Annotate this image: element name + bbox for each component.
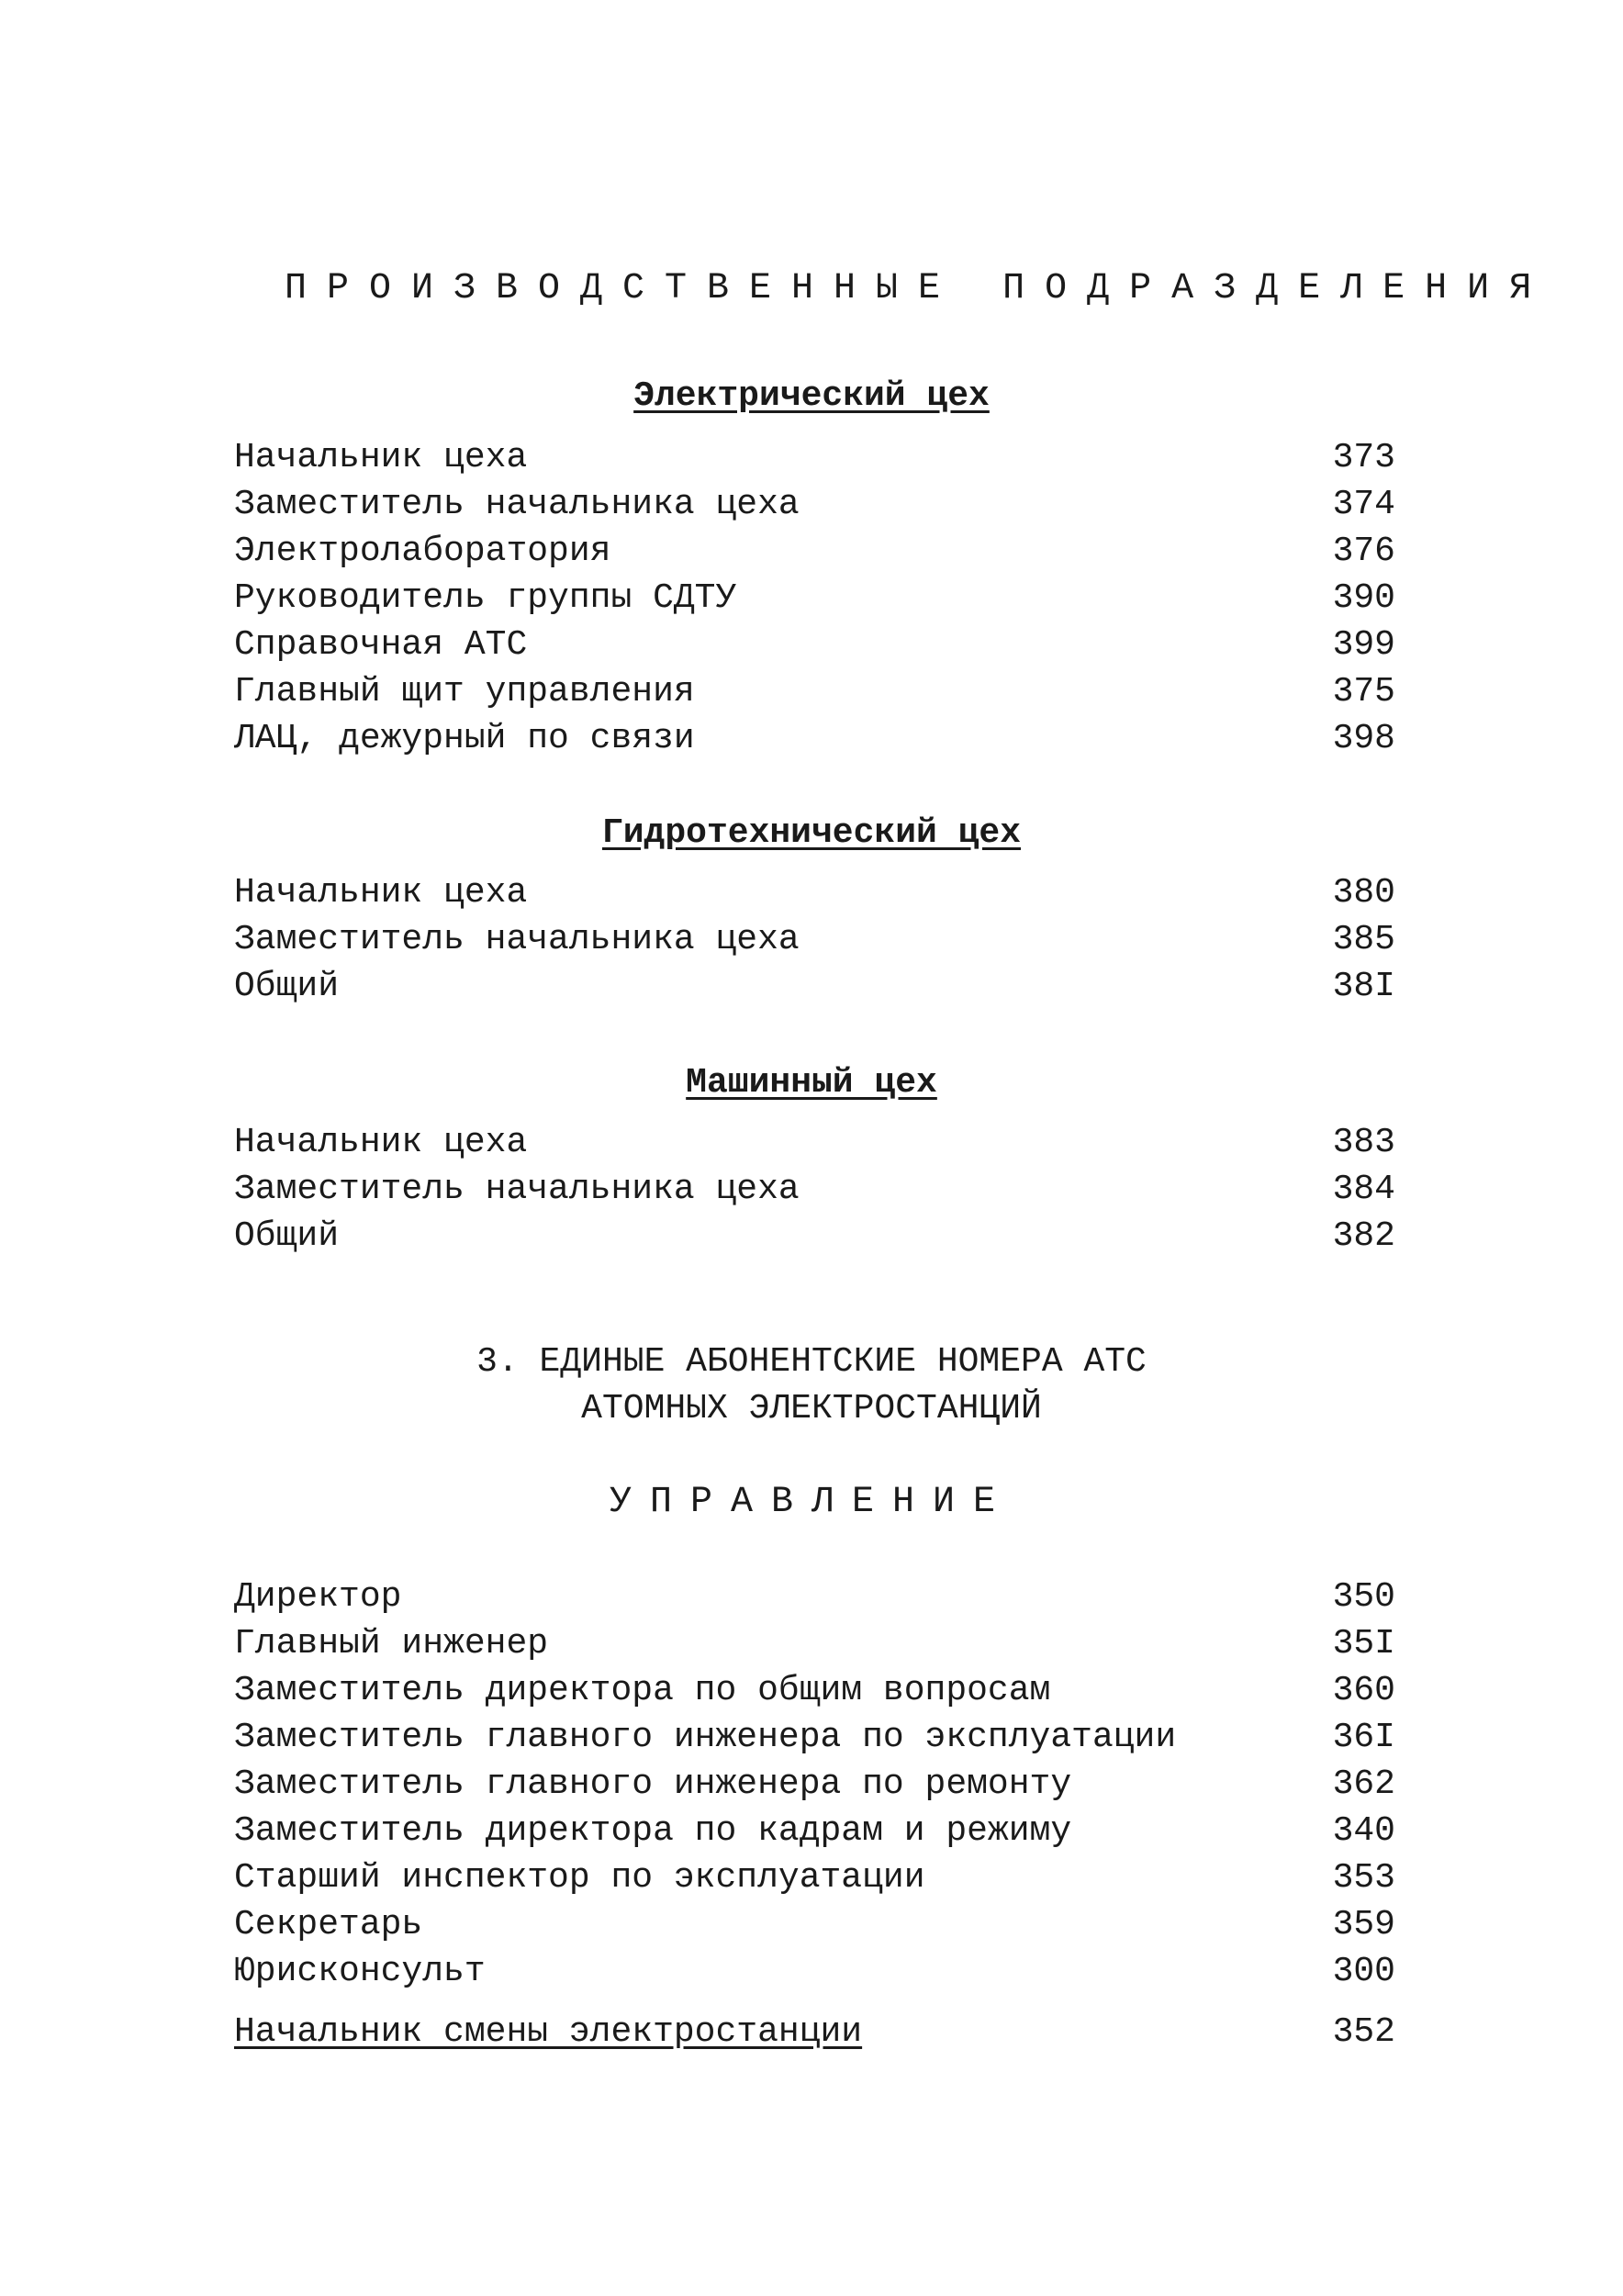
list-item-number: 384 bbox=[1332, 1170, 1395, 1209]
part3-subtitle: УПРАВЛЕНИЕ bbox=[609, 1482, 1014, 1523]
list-item-label: Секретарь bbox=[234, 1905, 423, 1944]
list-item bbox=[234, 1621, 1395, 1667]
list-item bbox=[234, 1574, 1395, 1620]
list-item-number: 340 bbox=[1332, 1811, 1395, 1851]
list-item-label: Начальник цеха bbox=[234, 873, 528, 913]
section-heading-hydro: Гидротехнический цех bbox=[601, 813, 1022, 853]
list-item-label: Заместитель главного инженера по ремонту bbox=[234, 1764, 1072, 1804]
list-item-label: Главный инженер bbox=[234, 1624, 549, 1663]
list-item-label: Юрисконсульт bbox=[234, 1952, 486, 1991]
list-item bbox=[234, 1120, 1395, 1166]
list-item bbox=[234, 716, 1395, 762]
list-item-number: 374 bbox=[1332, 485, 1395, 524]
list-item bbox=[234, 622, 1395, 668]
list-item-label: Начальник цеха bbox=[234, 1123, 528, 1162]
list-item-number: 375 bbox=[1332, 672, 1395, 711]
part3-heading-line2: АТОМНЫХ ЭЛЕКТРОСТАНЦИЙ bbox=[581, 1389, 1042, 1428]
list-item bbox=[234, 1855, 1395, 1901]
list-item-label: Заместитель главного инженера по эксплуатации bbox=[234, 1718, 1177, 1757]
list-item-label: Главный щит управления bbox=[234, 672, 695, 711]
list-item-label: ЛАЦ, дежурный по связи bbox=[234, 719, 695, 758]
list-item-label: Старший инспектор по эксплуатации bbox=[234, 1858, 925, 1898]
list-item-label: Заместитель начальника цеха bbox=[234, 485, 800, 524]
list-item-number: 352 bbox=[1332, 2012, 1395, 2052]
list-item-label: Заместитель директора по общим вопросам bbox=[234, 1671, 1051, 1710]
list-item bbox=[234, 435, 1395, 481]
list-item bbox=[234, 870, 1395, 916]
list-item-number: 300 bbox=[1332, 1952, 1395, 1991]
list-item bbox=[234, 669, 1395, 715]
list-item-number: 350 bbox=[1332, 1577, 1395, 1617]
list-item-label: Справочная АТС bbox=[234, 625, 528, 665]
list-item-number: 360 bbox=[1332, 1671, 1395, 1710]
list-item bbox=[234, 1167, 1395, 1213]
list-item-number: 36I bbox=[1332, 1718, 1395, 1757]
list-item-number: 353 bbox=[1332, 1858, 1395, 1898]
list-item-label: Руководитель группы СДТУ bbox=[234, 578, 737, 618]
list-item-label: Директор bbox=[234, 1577, 402, 1617]
page-title: ПРОИЗВОДСТВЕННЫЕ ПОДРАЗДЕЛЕНИЯ bbox=[285, 268, 1552, 309]
list-item-label: Заместитель директора по кадрам и режиму bbox=[234, 1811, 1072, 1851]
list-item bbox=[234, 1809, 1395, 1854]
list-item bbox=[234, 482, 1395, 528]
list-item-number: 390 bbox=[1332, 578, 1395, 618]
list-item-number: 382 bbox=[1332, 1216, 1395, 1256]
list-item bbox=[234, 2010, 1395, 2055]
list-item bbox=[234, 529, 1395, 575]
list-item-number: 376 bbox=[1332, 532, 1395, 571]
list-item-label: Заместитель начальника цеха bbox=[234, 920, 800, 959]
list-item-number: 38I bbox=[1332, 967, 1395, 1006]
list-item bbox=[234, 917, 1395, 963]
section-heading-electrical: Электрический цех bbox=[633, 376, 990, 416]
list-item-number: 380 bbox=[1332, 873, 1395, 913]
list-item bbox=[234, 1902, 1395, 1948]
list-item-label: Начальник смены электростанции bbox=[234, 2012, 863, 2052]
list-item-number: 362 bbox=[1332, 1764, 1395, 1804]
list-item bbox=[234, 1668, 1395, 1714]
list-item-label: Общий bbox=[234, 967, 340, 1006]
list-item-label: Электролаборатория bbox=[234, 532, 611, 571]
list-item bbox=[234, 1214, 1395, 1260]
list-item bbox=[234, 576, 1395, 622]
list-item bbox=[234, 1715, 1395, 1761]
list-item-number: 385 bbox=[1332, 920, 1395, 959]
part3-heading-line1: 3. ЕДИНЫЕ АБОНЕНТСКИЕ НОМЕРА АТС bbox=[476, 1342, 1147, 1382]
list-item-number: 359 bbox=[1332, 1905, 1395, 1944]
list-item bbox=[234, 964, 1395, 1010]
list-item-label: Начальник цеха bbox=[234, 438, 528, 477]
list-item-number: 35I bbox=[1332, 1624, 1395, 1663]
list-item-label: Общий bbox=[234, 1216, 340, 1256]
list-item-number: 399 bbox=[1332, 625, 1395, 665]
list-item-label: Заместитель начальника цеха bbox=[234, 1170, 800, 1209]
list-item-number: 398 bbox=[1332, 719, 1395, 758]
section-heading-machine: Машинный цех bbox=[686, 1063, 937, 1103]
list-item-number: 373 bbox=[1332, 438, 1395, 477]
list-item bbox=[234, 1762, 1395, 1808]
list-item bbox=[234, 1949, 1395, 1995]
list-item-number: 383 bbox=[1332, 1123, 1395, 1162]
